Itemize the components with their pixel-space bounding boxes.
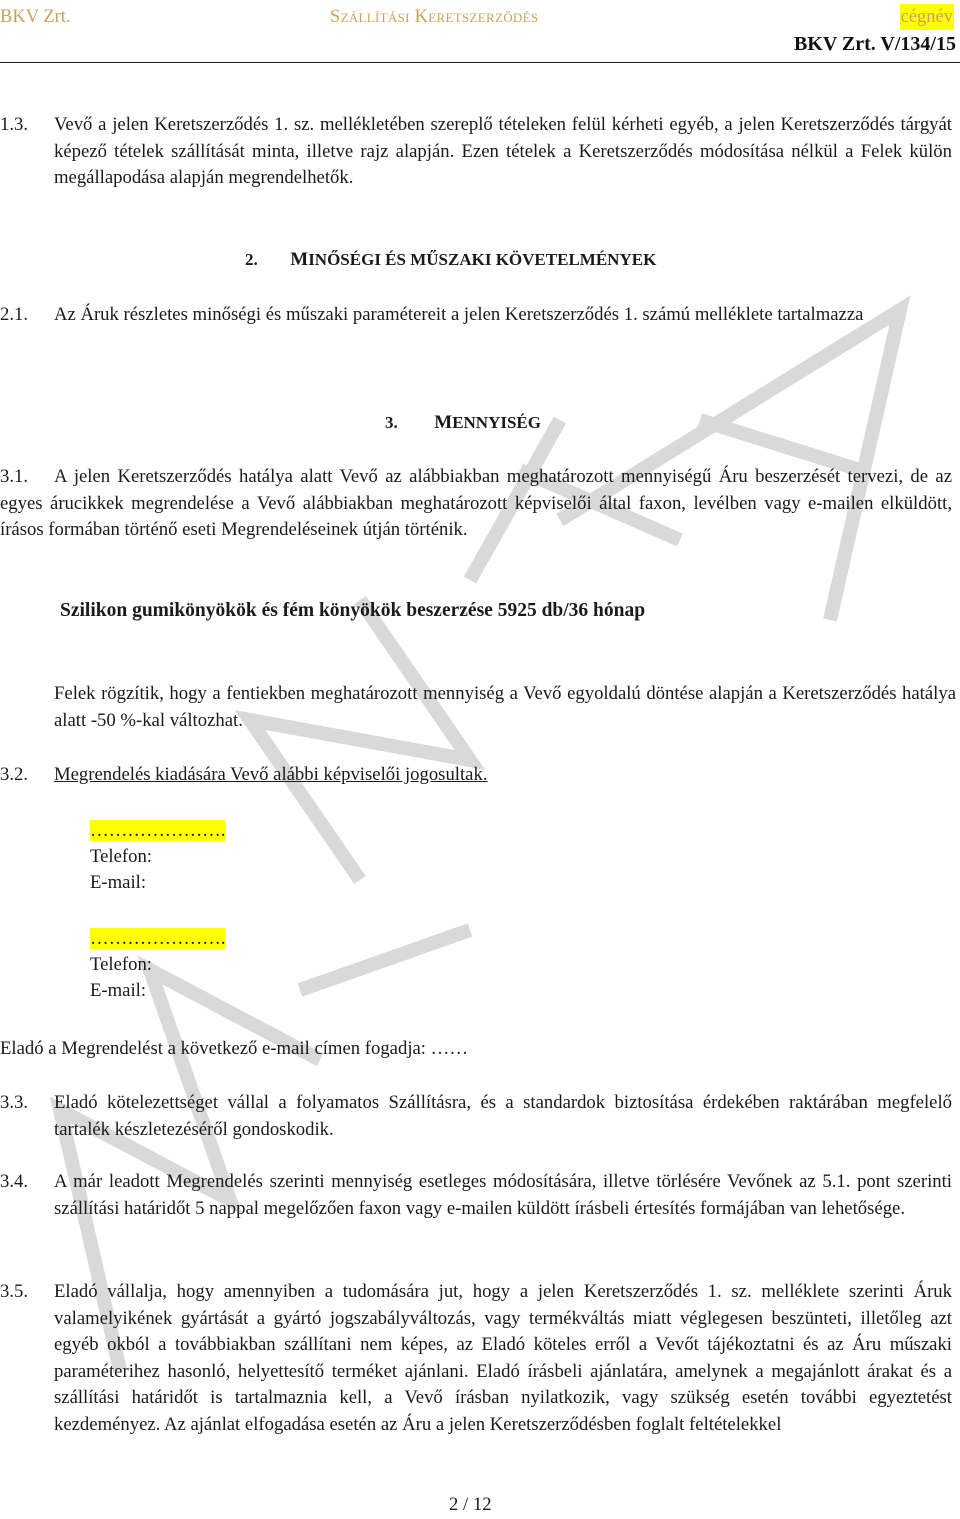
section-number: 1.3. bbox=[0, 114, 29, 135]
watermark-letter-i bbox=[300, 930, 470, 990]
heading-title: ENNYISÉG bbox=[452, 413, 541, 432]
heading-2 bbox=[245, 247, 656, 273]
section-number: 3.2. bbox=[0, 764, 29, 785]
quantity-variation-text bbox=[54, 681, 956, 735]
heading-number: 2. bbox=[245, 250, 258, 269]
section-text: Az Áruk részletes minőségi és műszaki paramétereit a jelen Keretszerződés 1. számú melléklete tartalmazza bbox=[54, 304, 864, 325]
rep-email-label: E-mail: bbox=[90, 872, 147, 893]
heading-number: 3. bbox=[385, 413, 398, 432]
seller-email-line: Eladó a Megrendelést a következő e-mail címen fogadja: …… bbox=[0, 1038, 469, 1059]
section-1-3 bbox=[0, 112, 956, 192]
section-3-1 bbox=[0, 464, 956, 574]
representative-1 bbox=[90, 818, 225, 896]
header-company: BKV Zrt. bbox=[0, 7, 71, 27]
heading-title: INŐSÉGI ÉS MŰSZAKI KÖVETELMÉNYEK bbox=[308, 250, 657, 269]
section-number: 3.5. bbox=[0, 1281, 29, 1302]
product-quantity: Szilikon gumikönyökök és fém könyökök beszerzése 5925 db/36 hónap bbox=[60, 600, 646, 621]
section-text: A jelen Keretszerződés hatálya alatt Vevő az alábbiakban meghatározott mennyiségű Áru beszerzését tervezi, de az egyes árucikkek megrendelése a Vevő alábbiakban meghatározott képviselői által faxon, levélben vagy e-mailen elküldött, írásos formában történő eseti Megrendeléseinek útján történik. bbox=[0, 466, 952, 540]
section-text: Eladó kötelezettséget vállal a folyamatos Szállításra, és a standardok biztosítása érdekében raktárában megfelelő tartalék készletezéséről gondoskodik. bbox=[54, 1092, 952, 1140]
header-party: cégnév bbox=[900, 4, 954, 30]
section-number: 3.4. bbox=[0, 1171, 29, 1192]
section-3-5 bbox=[0, 1279, 956, 1469]
section-3-4 bbox=[0, 1169, 956, 1251]
section-number: 3.1. bbox=[0, 466, 29, 487]
header-title: Szállítási Keretszerződés bbox=[330, 7, 539, 27]
rep-phone-label: Telefon: bbox=[90, 954, 152, 975]
rep-name-placeholder: …………………. bbox=[90, 820, 226, 841]
section-number: 3.3. bbox=[0, 1092, 29, 1113]
section-text: A már leadott Megrendelés szerinti mennyiség esetleges módosítására, illetve törlésére Vevőnek az 5.1. pont szerinti szállítási határidőt 5 nappal megelőzően faxon vagy e-mailen küldött írásbeli értesítés formájában van lehetősége. bbox=[54, 1171, 952, 1219]
section-number: 2.1. bbox=[0, 304, 29, 325]
heading-initial: M bbox=[434, 412, 453, 433]
watermark-letter-n bbox=[250, 600, 470, 880]
header-divider bbox=[0, 62, 960, 63]
paragraph-text: Felek rögzítik, hogy a fentiekben meghatározott mennyiség a Vevő egyoldalú döntése alapján a Keretszerződés hatálya alatt -50 %-kal változhat. bbox=[54, 683, 956, 731]
page-number: 2 / 12 bbox=[449, 1494, 492, 1515]
section-2-1 bbox=[0, 302, 956, 356]
rep-email-label: E-mail: bbox=[90, 980, 147, 1001]
header-doc-code: BKV Zrt. V/134/15 bbox=[793, 33, 956, 55]
representative-2 bbox=[90, 926, 225, 1004]
heading-initial: M bbox=[290, 249, 309, 270]
section-text: Eladó vállalja, hogy amennyiben a tudomására jut, hogy a jelen Keretszerződés 1. sz. melléklete szerinti Áruk valamelyikének gyártását a gyártó jogszabályváltozás, vagy termékváltás miatt véglegesen beszünteti, illetőleg azt egyéb okból a továbbiakban szállítani nem képes, az Eladó köteles erről a Vevőt tájékoztatni és az Áru műszaki paraméterihez hasonló, helyettesítő terméket ajánlani. Eladó írásbeli ajánlatára, amelynek a megajánlott árakat és a szállítási határidőt is tartalmaznia kell, a Vevő írásban nyilatkozik, vagy szükség esetén további egyeztetést kezdeményez. Az ajánlat elfogadása esetén az Áru a jelen Keretszerződésben foglalt feltételekkel bbox=[54, 1281, 952, 1435]
section-3-3 bbox=[0, 1090, 956, 1144]
section-text: Megrendelés kiadására Vevő alábbi képviselői jogosultak. bbox=[54, 764, 488, 785]
section-text: Vevő a jelen Keretszerződés 1. sz. mellékletében szereplő tételeken felül kérheti egyéb, a jelen Keretszerződés tárgyát képező tételek szállítását minta, illetve rajz alapján. Ezen tételek a Keretszerződés módosítása nélkül a Felek külön megállapodása alapján megrendelhetők. bbox=[54, 114, 952, 188]
rep-phone-label: Telefon: bbox=[90, 846, 152, 867]
heading-3 bbox=[385, 410, 541, 436]
section-3-2 bbox=[0, 762, 956, 790]
rep-name-placeholder: …………………. bbox=[90, 928, 226, 949]
